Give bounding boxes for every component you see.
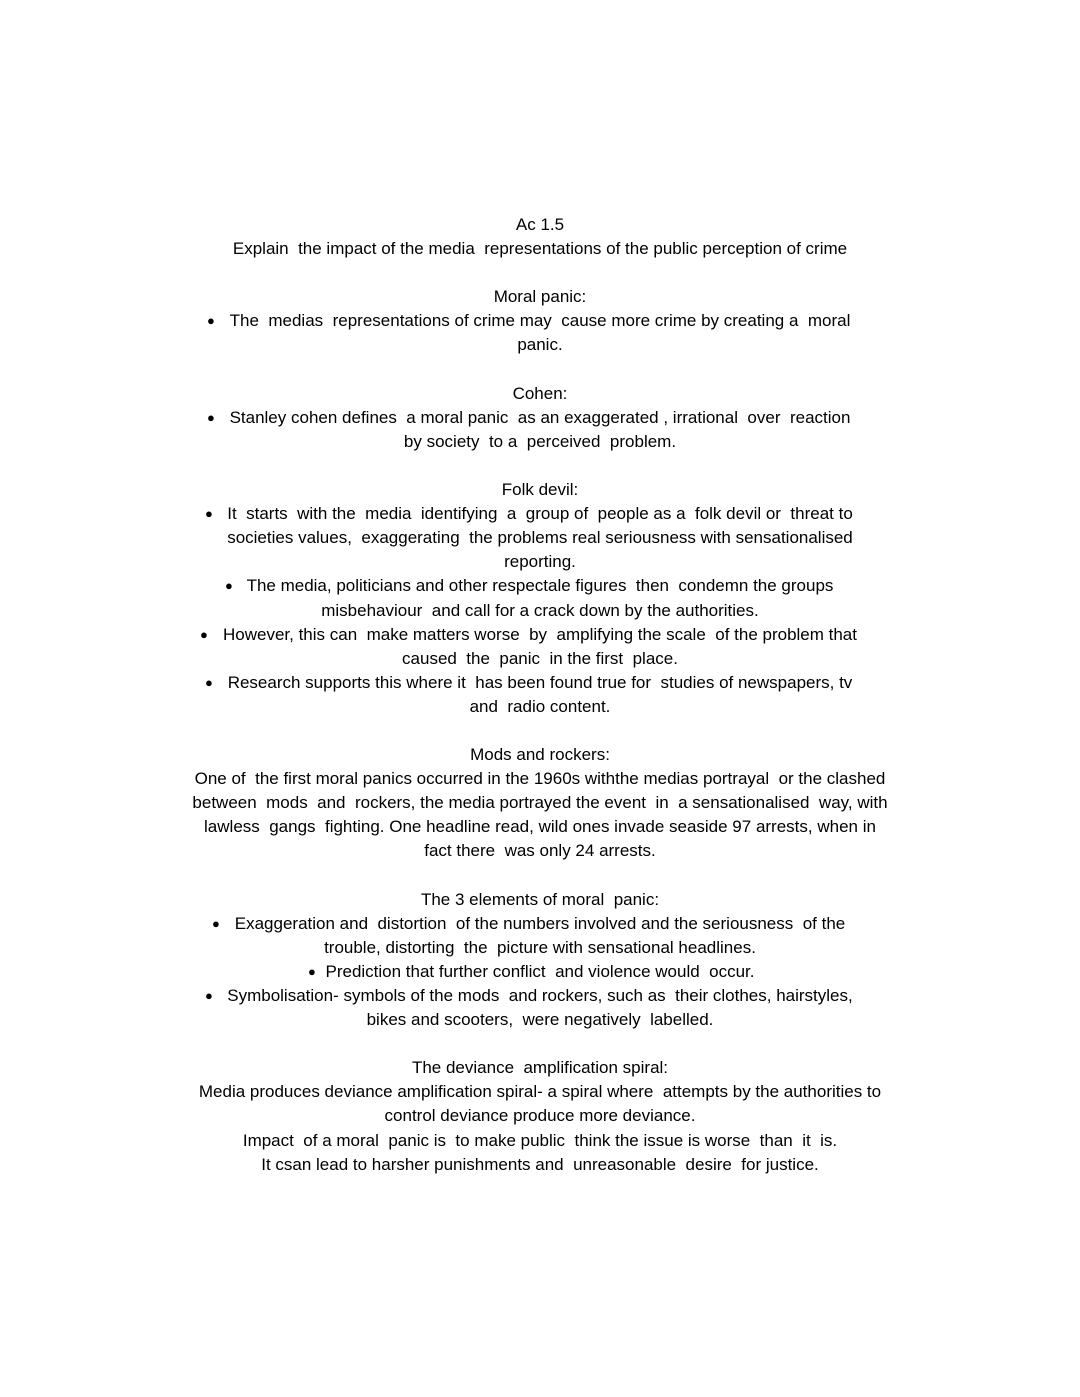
list-item xyxy=(150,671,930,719)
bullet-icon: ● xyxy=(205,674,213,690)
bullet-icon: ● xyxy=(207,313,215,329)
list-item xyxy=(150,623,930,671)
text-line: Symbolisation- symbols of the mods and rockers, such as their clothes, hairstyles, xyxy=(227,986,853,1005)
text-line: Prediction that further conflict and violence would occur. xyxy=(325,961,755,981)
bullet-icon: ● xyxy=(207,409,215,425)
text-line: Impact of a moral panic is to make public think the issue is worse than it is. xyxy=(242,1130,838,1150)
heading-deviance-spiral: The deviance amplification spiral: xyxy=(411,1058,669,1078)
heading-three-elements: The 3 elements of moral panic: xyxy=(420,889,660,909)
text-line: bikes and scooters, were negatively labelled. xyxy=(366,1010,714,1030)
text-line: Exaggeration and distortion of the numbers involved and the seriousness of the xyxy=(234,913,846,933)
text-line: However, this can make matters worse by amplifying the scale of the problem that xyxy=(222,624,857,644)
document-body xyxy=(150,213,930,1177)
bullet-icon: ● xyxy=(308,963,316,979)
bullet-icon: ● xyxy=(212,915,220,931)
text-line: panic. xyxy=(517,335,563,355)
text-line: fact there was only 24 arrests. xyxy=(424,841,656,861)
text-line: The medias representations of crime may cause more crime by creating a moral xyxy=(229,311,851,331)
text-line: lawless gangs fighting. One headline read, wild ones invade seaside 97 arrests, when in xyxy=(204,817,876,837)
text-line: One of the first moral panics occurred in the 1960s withthe medias portrayal or the clashed xyxy=(194,769,886,789)
text-line: caused the panic in the first place. xyxy=(402,648,678,668)
list-item xyxy=(150,984,930,1032)
text-line: trouble, distorting the picture with sensational headlines. xyxy=(324,937,756,957)
text-line: control deviance produce more deviance. xyxy=(384,1106,696,1126)
bullet-icon: ● xyxy=(205,506,213,522)
heading-mods-rockers: Mods and rockers: xyxy=(470,745,610,765)
text-line: The media, politicians and other respectale figures then condemn the groups xyxy=(246,576,834,596)
bullet-icon: ● xyxy=(200,626,208,642)
heading-folk-devil: Folk devil: xyxy=(501,480,579,500)
list-item xyxy=(150,960,930,984)
assignment-code: Ac 1.5 xyxy=(515,215,565,234)
text-line: Stanley cohen defines a moral panic as an exaggerated , irrational over reaction xyxy=(229,407,851,427)
text-line: It starts with the media identifying a group of people as a folk devil or threat to xyxy=(227,504,853,524)
text-line: by society to a perceived problem. xyxy=(403,431,677,451)
text-line: between mods and rockers, the media portrayed the event in a sensationalised way, with xyxy=(192,793,888,813)
heading-cohen: Cohen: xyxy=(512,383,568,403)
assignment-question: Explain the impact of the media representations of the public perception of crime xyxy=(232,239,848,259)
bullet-icon: ● xyxy=(205,988,213,1003)
bullet-icon: ● xyxy=(225,578,233,594)
text-line: misbehaviour and call for a crack down by the authorities. xyxy=(321,600,759,620)
text-line: Media produces deviance amplification spiral- a spiral where attempts by the authorities to xyxy=(198,1082,882,1102)
list-item xyxy=(150,406,930,454)
text-line: and radio content. xyxy=(469,696,611,716)
heading-moral-panic: Moral panic: xyxy=(493,287,587,307)
list-item xyxy=(150,912,930,960)
list-item xyxy=(150,309,930,357)
text-line: Research supports this where it has been found true for studies of newspapers, tv xyxy=(227,672,853,692)
list-item xyxy=(150,502,930,574)
text-line: It csan lead to harsher punishments and unreasonable desire for justice. xyxy=(261,1154,819,1174)
text-line: reporting. xyxy=(504,552,576,572)
list-item xyxy=(150,574,930,622)
text-line: societies values, exaggerating the problems real seriousness with sensationalised xyxy=(227,528,853,548)
